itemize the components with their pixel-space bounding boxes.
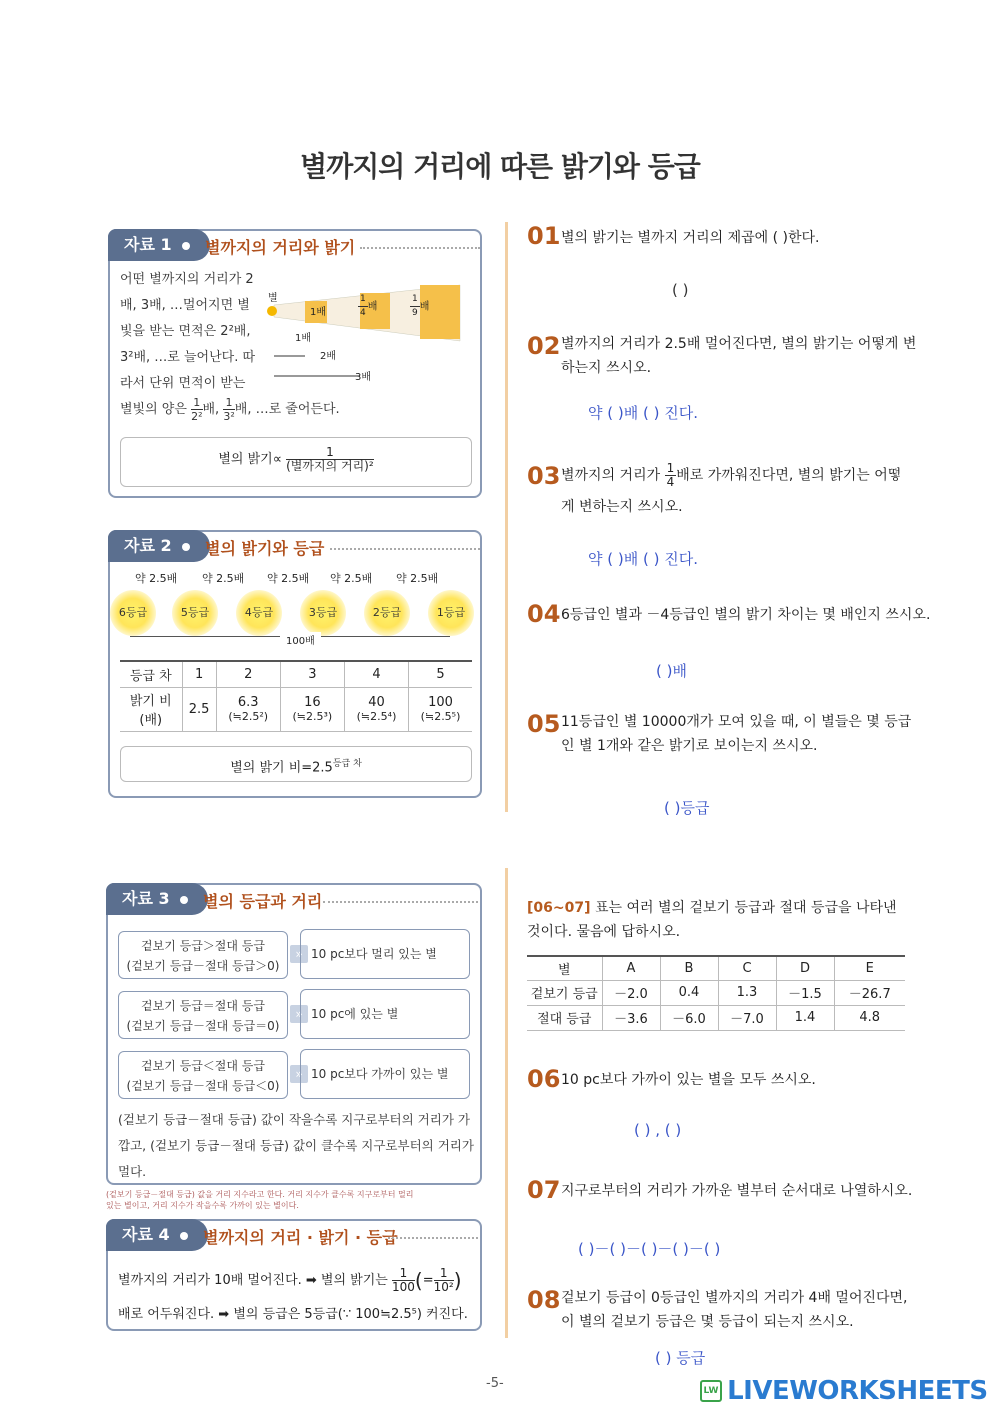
mag-star: 6등급 <box>110 590 156 636</box>
box4-line2: 배로 어두워진다. ➡ 별의 등급은 5등급(∵ 100≒2.5⁵) 커진다. <box>118 1307 468 1322</box>
step-label: 약 2.5배 <box>202 572 245 585</box>
cmp-right: 10 pc보다 가까이 있는 별 <box>300 1049 470 1099</box>
box2-tab: 자료 2 <box>108 530 210 562</box>
step-label: 약 2.5배 <box>267 572 310 585</box>
step-label: 약 2.5배 <box>330 572 373 585</box>
box4-title: 별까지의 거리 · 밝기 · 등급 <box>203 1228 398 1247</box>
p1-label: 1배 <box>310 307 327 318</box>
step-label: 약 2.5배 <box>135 572 178 585</box>
page-title: 별까지의 거리에 따른 밝기와 등급 <box>300 150 700 183</box>
p2-label: $\frac{1}{4}$ 배 <box>360 294 378 318</box>
mag-star: 4등급 <box>236 590 282 636</box>
box4 <box>106 1219 482 1331</box>
star-table: 별 A B C D E 겉보기 등급 －2.0 0.4 1.3 －1.5 －26.7 절대 등급 －3.6 －6.0 －7.0 1.4 4.8 <box>527 955 905 1031</box>
d1-label: 1배 <box>295 333 312 344</box>
box2 <box>108 530 482 798</box>
box4-tab: 자료 4 <box>106 1219 208 1251</box>
answer-blank[interactable]: ( )등급 <box>664 799 710 817</box>
cmp-left: 겉보기 등급＜절대 등급 (겉보기 등급－절대 등급＜0) <box>118 1051 288 1099</box>
box3 <box>106 883 482 1185</box>
brand-logo: LW LIVEWORKSHEETS <box>700 1376 988 1406</box>
mag-star: 1등급 <box>428 590 474 636</box>
section-intro: [06~07] 표는 여러 별의 겉보기 등급과 절대 등급을 나타낸 것이다. 물음에 답하시오. <box>527 900 897 940</box>
d3-label: 3배 <box>355 372 372 383</box>
arrow-icon: » <box>290 1005 308 1023</box>
star-label: 별 <box>268 293 278 304</box>
box2-formula: 별의 밝기 비$=2.5^{등급 차}$ <box>120 746 472 782</box>
box1-text: 어떤 별까지의 거리가 2 배, 3배, …멀어지면 별 빛을 받는 면적은 2²배, 3²배, …로 늘어난다. 따 라서 단위 면적이 받는 <box>120 272 256 391</box>
box1 <box>108 229 482 498</box>
d2-label: 2배 <box>320 351 337 362</box>
box4-line1: 별까지의 거리가 10배 멀어진다. ➡ 별의 밝기는 $\frac{1}{100}$ (= $\frac{1}{\text{10²}}$ ) <box>118 1266 462 1294</box>
cmp-left: 겉보기 등급＞절대 등급 (겉보기 등급－절대 등급＞0) <box>118 931 288 979</box>
answer-blank[interactable]: ( ) , ( ) <box>634 1121 682 1139</box>
box3-note: (겉보기 등급－절대 등급) 값을 거리 지수라고 한다. 거리 지수가 클수록 지구로부터 멀리 있는 별이고, 거리 지수가 작을수록 가까이 있는 별이다. <box>106 1190 414 1210</box>
box2-title: 별의 밝기와 등급 <box>205 539 325 558</box>
span-label: 100배 <box>280 632 321 647</box>
brightness-table: 등급 차 1 2 3 4 5 밝기 비 (배) 2.5 6.3 (≒2.5²) 16 (≒2.5³) 40 (≒2.5⁴) 100 (≒2.5⁵) <box>120 660 472 732</box>
answer-blank[interactable]: 약 ( )배 ( ) 진다. <box>588 550 698 568</box>
p3-label: $\frac{1}{9}$ 배 <box>412 294 430 318</box>
page-number: -5- <box>486 1376 504 1391</box>
box1-tab: 자료 1 <box>108 229 210 261</box>
box3-title: 별의 등급과 거리 <box>203 892 323 911</box>
answer-blank[interactable]: ( )－( )－( )－( )－( ) <box>578 1240 721 1258</box>
cmp-right: 10 pc에 있는 별 <box>300 989 470 1039</box>
arrow-icon: » <box>290 1065 308 1083</box>
mag-star: 5등급 <box>172 590 218 636</box>
cmp-left: 겉보기 등급＝절대 등급 (겉보기 등급－절대 등급＝0) <box>118 991 288 1039</box>
cmp-right: 10 pc보다 멀리 있는 별 <box>300 929 470 979</box>
box1-text-last: 별빛의 양은 $\frac{1}{\text{2²}}$ 배, $\frac{1}{\text{3²}}$ 배, …로 줄어든다. <box>120 396 340 423</box>
answer-blank[interactable]: ( ) 등급 <box>655 1349 706 1367</box>
box3-tab: 자료 3 <box>106 883 208 915</box>
box1-title: 별까지의 거리와 밝기 <box>205 238 356 257</box>
step-label: 약 2.5배 <box>396 572 439 585</box>
answer-blank[interactable]: ( )배 <box>656 662 687 680</box>
box3-text: (겉보기 등급－절대 등급) 값이 작을수록 지구로부터의 거리가 가 깝고, (겉보기 등급－절대 등급) 값이 클수록 지구로부터의 거리가 멀다. <box>118 1112 474 1179</box>
answer-blank[interactable]: 약 ( )배 ( ) 진다. <box>588 404 698 422</box>
box1-formula: 별의 밝기∝ $\frac{1}{\text{(별까지의 거리)²}}$ <box>120 437 472 487</box>
logo-icon: LW <box>700 1380 722 1402</box>
arrow-icon: » <box>290 945 308 963</box>
mag-star: 2등급 <box>364 590 410 636</box>
answer-blank[interactable]: ( ) <box>672 281 689 299</box>
mag-star: 3등급 <box>300 590 346 636</box>
